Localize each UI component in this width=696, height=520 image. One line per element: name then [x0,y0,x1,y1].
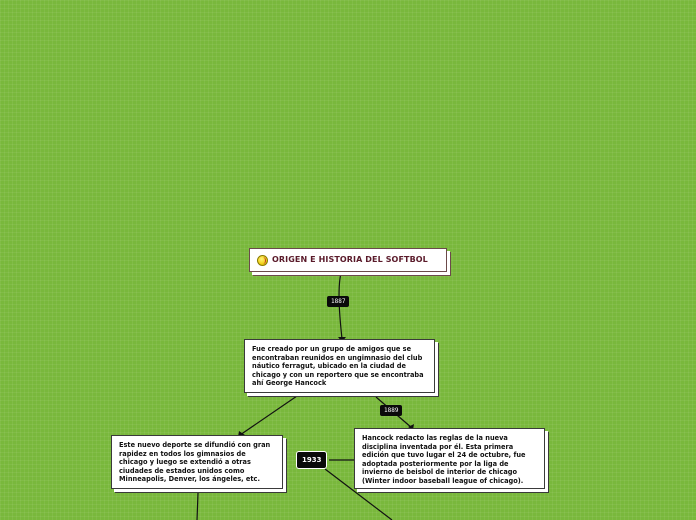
origin-node-text: Fue creado por un grupo de amigos que se encontraban reunidos en ungimnasio del club náutico ferragut, ubicado en la ciudad de chicago y con un reportero que se encontraba ahí George Hancock [252,345,424,387]
connector-origin-to-spread [240,396,297,435]
softball-icon [257,255,268,266]
rules-node[interactable] [354,428,545,489]
central-topic[interactable] [249,248,447,272]
spread-node[interactable] [111,435,283,489]
connector-spread-down [197,493,198,520]
central-topic-title: ORIGEN E HISTORIA DEL SOFTBOL [272,254,428,264]
year-label-1887: 1887 [327,296,349,307]
year-label-1889: 1889 [380,405,402,416]
origin-node[interactable] [244,339,435,393]
rules-node-text: Hancock redacto las reglas de la nueva disciplina inventada por él. Esta primera edición que tuvo lugar el 24 de octubre, fue adoptada posteriormente por la liga de invierno de beisbol de interior de chicago (Winter indoor baseball league of chicago). [362,434,526,485]
spread-node-text: Este nuevo deporte se difundió con gran rapidez en todos los gimnasios de chicago y luego se extendió a otras ciudades de estados unidos como Minneapolis, Denver, los ángeles, etc. [119,441,271,483]
year-label-1933[interactable]: 1933 [296,451,327,469]
